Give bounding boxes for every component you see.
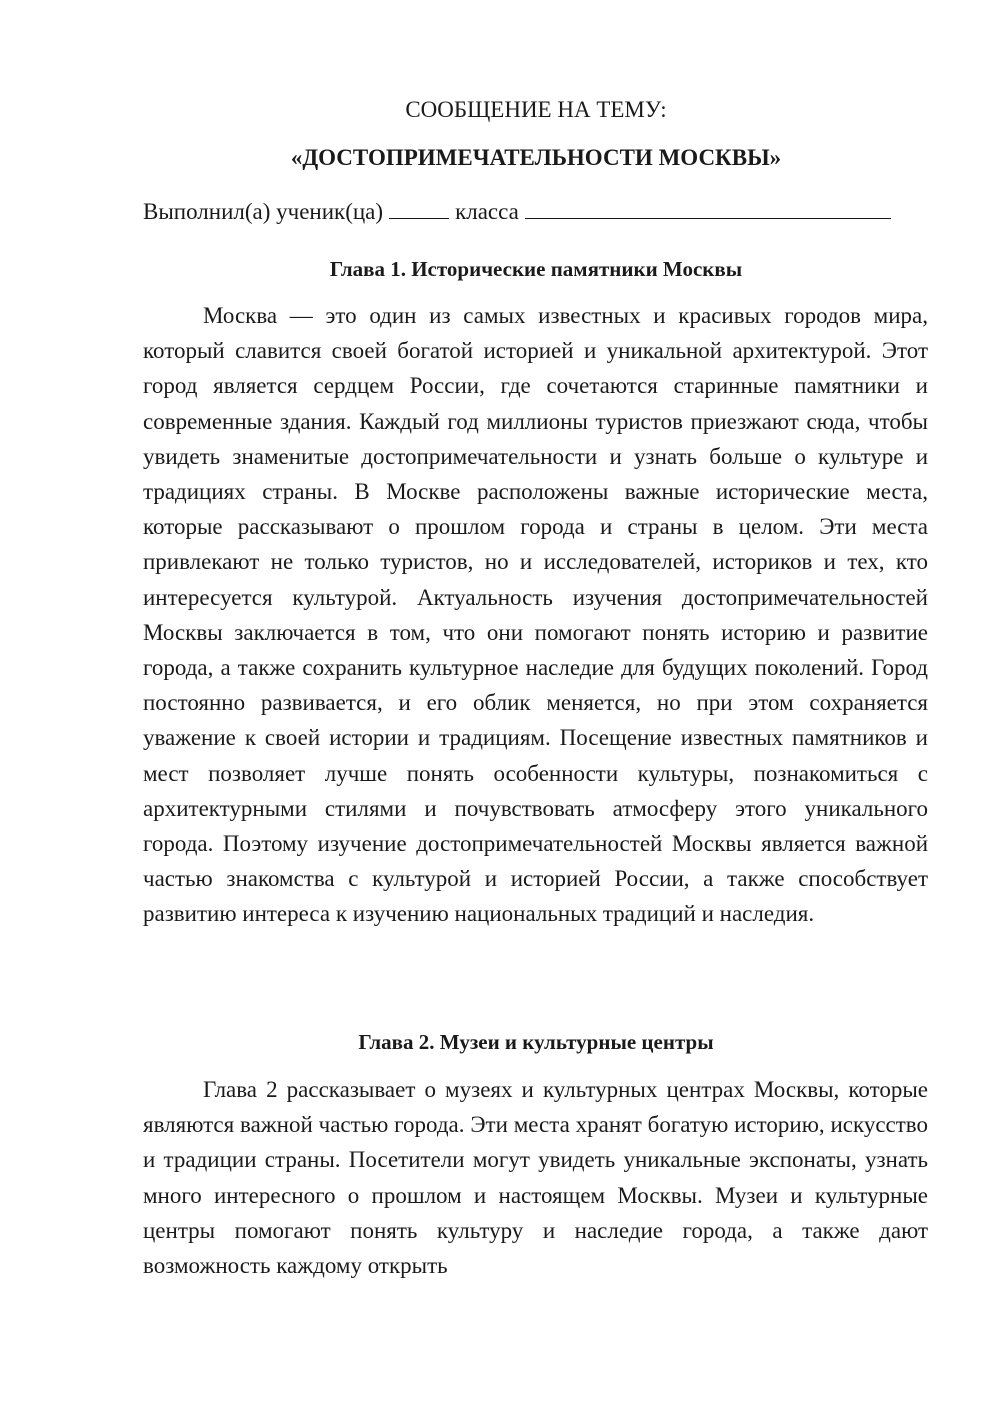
chapter-2-paragraph: Глава 2 рассказывает о музеях и культурных центрах Москвы, которые являются важной частью города. Эти места хранят богатую историю, искусство и традиции страны. Посетители могут увидеть уникальные экспонаты, узнать много интересного о прошлом и настоящем Москвы. Музеи и культурные центры помогают понять культуру и наследие города, а также дают возможность каждому открыть (143, 1077, 928, 1279)
class-label: класса (455, 199, 519, 224)
student-name-blank (525, 200, 891, 219)
class-number-blank (389, 200, 449, 219)
author-line (143, 197, 933, 227)
author-label: Выполнил(а) ученик(ца) (143, 199, 384, 224)
chapter-1-heading: Глава 1. Исторические памятники Москвы (329, 257, 743, 281)
document-title-topic: «ДОСТОПРИМЕЧАТЕЛЬНОСТИ МОСКВЫ» (290, 145, 782, 170)
chapter-2-heading: Глава 2. Музеи и культурные центры (358, 1030, 714, 1054)
chapter-1-paragraph: Москва — это один из самых известных и красивых городов мира, который славится своей богатой историей и уникальной архитектурой. Этот город является сердцем России, где сочетаются старинные памятники и современные здания. Каждый год миллионы туристов приезжают сюда, чтобы увидеть знаменитые достопримечательности и узнать больше о культуре и традициях страны. В Москве расположены важные исторические места, которые рассказывают о прошлом города и страны в целом. Эти места привлекают не только туристов, но и исследователей, историков и тех, кто интересуется культурой. Актуальность изучения достопримечательностей Москвы заключается в том, что они помогают понять историю и развитие города, а также сохранить культурное наследие для будущих поколений. Город постоянно развивается, и его облик меняется, но при этом сохраняется уважение к своей истории и традициям. Посещение известных памятников и мест позволяет лучше понять особенности культуры, познакомиться с архитектурными стилями и почувствовать атмосферу этого уникального города. Поэтому изучение достопримечательностей Москвы является важной частью знакомства с культурой и историей России, а также способствует развитию интереса к изучению национальных традиций и наследия. (143, 303, 928, 927)
document-title-line1: СООБЩЕНИЕ НА ТЕМУ: (405, 97, 667, 122)
